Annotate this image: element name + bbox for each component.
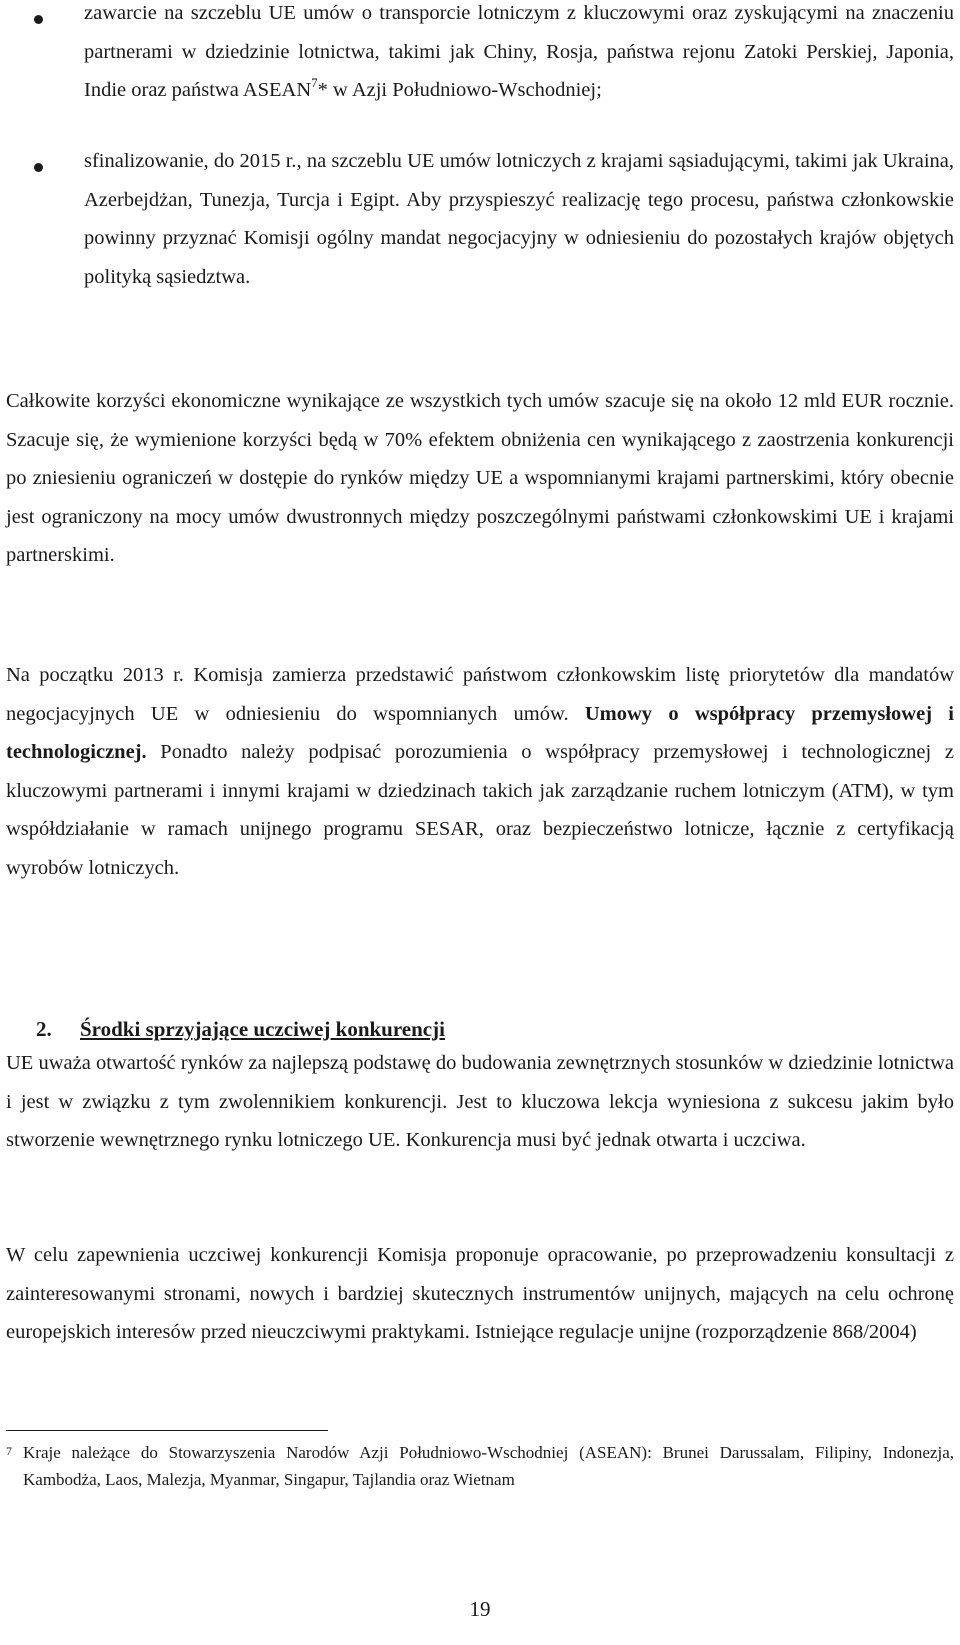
section-heading xyxy=(36,1014,445,1044)
paragraph: Całkowite korzyści ekonomiczne wynikające ze wszystkich tych umów szacuje się na około 12 mld EUR rocznie. Szacuje się, że wymienione korzyści będą w 70% efektem obniżenia cen wynikającego z zaostrzenia konkurencji po zniesieniu ograniczeń w dostępie do rynków między UE a wspomnianymi krajami partnerskimi, który obecnie jest ograniczony na mocy umów dwustronnych między poszczególnymi państwami członkowskimi UE i krajami partnerskimi. xyxy=(6,390,954,567)
paragraph: W celu zapewnienia uczciwej konkurencji Komisja proponuje opracowanie, po przeprowadzeniu konsultacji z zainteresowanymi stronami, nowych i bardziej skutecznych instrumentów unijnych, mających na celu ochronę europejskich interesów przed nieuczciwymi praktykami. Istniejące regulacje unijne (rozporządzenie 868/2004) xyxy=(6,1244,954,1344)
bullet-dot-icon xyxy=(34,15,43,24)
bullet-text: sfinalizowanie, do 2015 r., na szczeblu UE umów lotniczych z krajami sąsiadującymi, takimi jak Ukraina, Azerbejdżan, Tunezja, Turcja i Egipt. Aby przyspieszyć realizację tego procesu, państwa członkowskie powinny przyznać Komisji ogólny mandat negocjacyjny w odniesieniu do pozostałych krajów objętych polityką sąsiedztwa. xyxy=(84,150,954,288)
footnote-mark: 7 xyxy=(6,1444,12,1458)
paragraph xyxy=(6,656,954,888)
bullet-text-main: zawarcie na szczeblu UE umów o transporcie lotniczym z kluczowymi oraz zyskującymi na znaczeniu partnerami w dziedzinie lotnictwa, takimi jak Chiny, Rosja, państwa rejonu Zatoki Perskiej, Japonia, Indie oraz państwa ASEAN xyxy=(84,2,954,102)
footnote-separator xyxy=(6,1430,328,1431)
bullet-text-tail: * w Azji Południowo-Wschodniej; xyxy=(317,79,602,102)
paragraph-bold-heading: Umowy o współpracy przemysłowej i technologicznej. xyxy=(6,702,954,764)
footnote-reference[interactable]: 7 xyxy=(311,75,318,91)
section-number: 2. xyxy=(36,1017,52,1041)
section-title: Środki sprzyjające uczciwej konkurencji xyxy=(80,1017,445,1041)
paragraph: UE uważa otwartość rynków za najlepszą podstawę do budowania zewnętrznych stosunków w dziedzinie lotnictwa i jest w związku z tym zwolennikiem konkurencji. Jest to kluczowa lekcja wyniesiona z sukcesu jakim było stworzenie wewnętrznego rynku lotniczego UE. Konkurencja musi być jednak otwarta i uczciwa. xyxy=(6,1052,954,1152)
page-number: 19 xyxy=(469,1597,491,1621)
paragraph-lead: Na początku 2013 r. Komisja zamierza przedstawić państwom członkowskim listę priorytetów dla mandatów negocjacyjnych UE w odniesieniu do wspomnianych umów. xyxy=(6,664,954,725)
footnote-text: Kraje należące do Stowarzyszenia Narodów Azji Południowo-Wschodniej (ASEAN): Brunei Darussalam, Filipiny, Indonezja, Kambodża, Laos, Malezja, Myanmar, Singapur, Tajlandia oraz Wietnam xyxy=(23,1443,954,1489)
bullet-dot-icon xyxy=(34,163,43,172)
paragraph-rest: Ponadto należy podpisać porozumienia o współpracy przemysłowej i technologicznej z kluczowymi partnerami i innymi krajami w dziedzinach takich jak zarządzanie ruchem lotniczym (ATM), w tym współdziałanie w ramach unijnego programu SESAR, oraz bezpieczeństwo lotnicze, łącznie z certyfikacją wyrobów lotniczych. xyxy=(6,741,954,879)
footnote xyxy=(6,1440,954,1493)
bullet-text xyxy=(84,0,954,110)
